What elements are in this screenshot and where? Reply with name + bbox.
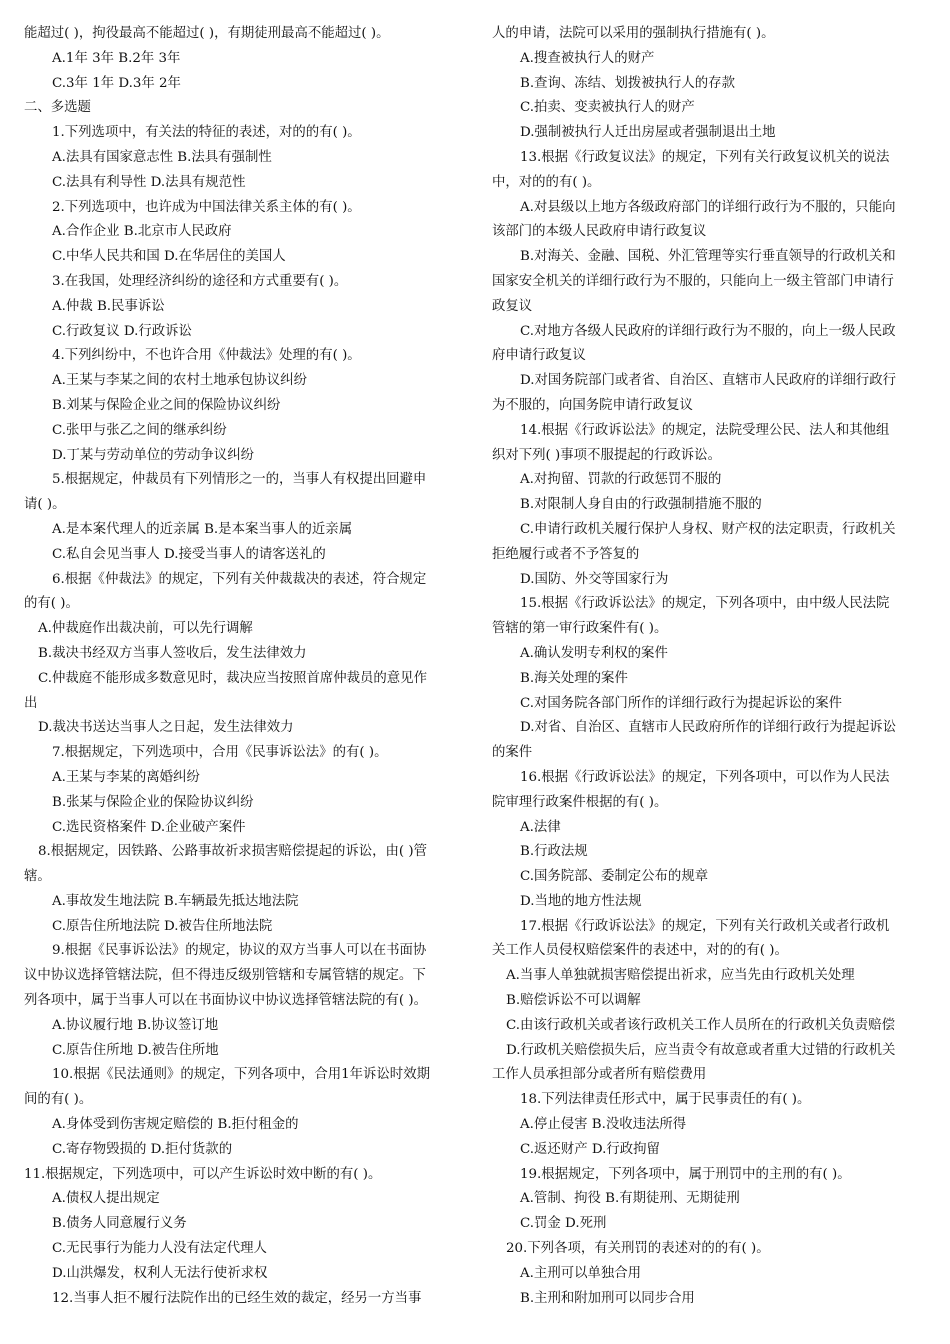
right-column-text-line: 政复议: [492, 298, 533, 314]
left-column-text-line: A.是本案代理人的近亲属 B.是本案当事人的近亲属: [52, 521, 353, 537]
left-column-text-line: 间的有( )。: [24, 1092, 93, 1108]
right-column-text-line: B.对限制人身自由的行政强制措施不服的: [520, 497, 762, 513]
left-column-text-line: A.1年 3年 B.2年 3年: [52, 50, 181, 66]
left-column-text-line: 列各项中，属于当事人可以在书面协议中协议选择管辖法院的有( )。: [24, 993, 428, 1009]
right-column-text-line: 为不服的，向国务院申请行政复议: [492, 397, 693, 413]
right-column-text-line: C.申请行政机关履行保护人身权、财产权的法定职责，行政机关: [520, 521, 896, 537]
right-column-text-line: 管辖的第一审行政案件有( )。: [492, 621, 668, 637]
left-column-text-line: A.合作企业 B.北京市人民政府: [52, 224, 232, 240]
right-column-text-line: 17.根据《行政诉讼法》的规定，下列有关行政机关或者行政机: [520, 918, 890, 934]
left-column-text-line: 5.根据规定，仲裁员有下列情形之一的，当事人有权提出回避申: [52, 472, 427, 488]
right-column-text-line: A.搜查被执行人的财产: [520, 50, 655, 66]
right-column-text-line: B.行政法规: [520, 844, 588, 860]
right-column-text-line: D.强制被执行人迁出房屋或者强制退出土地: [520, 125, 776, 141]
right-column-text-line: A.确认发明专利权的案件: [520, 645, 668, 661]
left-column-text-line: A.债权人提出规定: [52, 1191, 160, 1207]
right-column-text-line: D.行政机关赔偿损失后，应当责令有故意或者重大过错的行政机关: [506, 1042, 896, 1058]
left-column-text-line: B.债务人同意履行义务: [52, 1216, 187, 1232]
left-column-text-line: C.3年 1年 D.3年 2年: [52, 75, 181, 91]
right-column-text-line: 工作人员承担部分或者所有赔偿费用: [492, 1067, 707, 1083]
right-column-text-line: C.对国务院各部门所作的详细行政行为提起诉讼的案件: [520, 695, 843, 711]
left-column-text-line: 出: [24, 695, 38, 711]
right-column-text-line: 16.根据《行政诉讼法》的规定，下列各项中，可以作为人民法: [520, 769, 890, 785]
left-column-text-line: C.仲裁庭不能形成多数意见时，裁决应当按照首席仲裁员的意见作: [38, 670, 427, 686]
right-column-text-line: B.对海关、金融、国税、外汇管理等实行垂直领导的行政机关和: [520, 249, 896, 265]
right-column-text-line: C.拍卖、变卖被执行人的财产: [520, 100, 695, 116]
right-column-text-line: D.当地的地方性法规: [520, 893, 642, 909]
left-column-text-line: 11.根据规定，下列选项中，可以产生诉讼时效中断的有( )。: [24, 1166, 382, 1182]
left-column-text-line: 请( )。: [24, 497, 66, 513]
right-column-text-line: B.查询、冻结、划拨被执行人的存款: [520, 75, 735, 91]
left-column-text-line: C.中华人民共和国 D.在华居住的美国人: [52, 249, 286, 265]
right-column-text-line: 关工作人员侵权赔偿案件的表述中，对的的有( )。: [492, 943, 788, 959]
left-column-text-line: A.法具有国家意志性 B.法具有强制性: [52, 149, 272, 165]
left-column-text-line: 议中协议选择管辖法院，但不得违反级别管辖和专属管辖的规定。下: [24, 968, 426, 984]
right-column-text-line: B.赔偿诉讼不可以调解: [506, 993, 641, 1009]
right-column-text-line: A.停止侵害 B.没收违法所得: [520, 1117, 687, 1133]
right-column-text-line: 织对下列( )事项不服提起的行政诉讼。: [492, 447, 721, 463]
left-column-text-line: A.王某与李某之间的农村土地承包协议纠纷: [52, 373, 307, 389]
left-column-text-line: B.张某与保险企业的保险协议纠纷: [52, 794, 254, 810]
left-column-text-line: 辖。: [24, 869, 51, 885]
left-column-text-line: 8.根据规定，因铁路、公路事故祈求损害赔偿提起的诉讼，由( )管: [38, 844, 428, 860]
right-column-text-line: 院审理行政案件根据的有( )。: [492, 794, 668, 810]
left-column-text-line: B.裁决书经双方当事人签收后，发生法律效力: [38, 645, 307, 661]
left-column-text-line: A.身体受到伤害规定赔偿的 B.拒付租金的: [52, 1117, 299, 1133]
right-column: [492, 22, 926, 1311]
right-column-text-line: 该部门的本级人民政府申请行政复议: [492, 224, 707, 240]
left-column-text-line: D.丁某与劳动单位的劳动争议纠纷: [52, 447, 254, 463]
left-column-text-line: 的有( )。: [24, 596, 79, 612]
left-column-text-line: 7.根据规定，下列选项中，合用《民事诉讼法》的有( )。: [52, 745, 388, 761]
left-column-text-line: C.行政复议 D.行政诉讼: [52, 323, 192, 339]
left-column-text-line: A.仲裁庭作出裁决前，可以先行调解: [38, 621, 253, 637]
right-column-text-line: D.对省、自治区、直辖市人民政府所作的详细行政行为提起诉讼: [520, 720, 897, 736]
right-column-text-line: D.对国务院部门或者省、自治区、直辖市人民政府的详细行政行: [520, 373, 897, 389]
left-column-text-line: 1.下列选项中，有关法的特征的表述，对的的有( )。: [52, 125, 361, 141]
left-column-text-line: C.私自会见当事人 D.接受当事人的请客送礼的: [52, 546, 326, 562]
right-column-text-line: 中，对的的有( )。: [492, 174, 601, 190]
left-column-text-line: B.刘某与保险企业之间的保险协议纠纷: [52, 397, 281, 413]
right-column-text-line: B.主刑和附加刑可以同步合用: [520, 1290, 695, 1306]
left-column-text-line: 二、多选题: [24, 100, 91, 116]
right-column-text-line: C.对地方各级人民政府的详细行政行为不服的，向上一级人民政: [520, 323, 896, 339]
left-column-text-line: 12.当事人拒不履行法院作出的已经生效的裁定，经另一方当事: [52, 1290, 422, 1306]
right-column-text-line: C.罚金 D.死刑: [520, 1216, 607, 1232]
right-column-text-line: A.法律: [520, 819, 561, 835]
left-column-text-line: 2.下列选项中，也许成为中国法律关系主体的有( )。: [52, 199, 361, 215]
left-column: [24, 22, 458, 1311]
right-column-text-line: 19.根据规定，下列各项中，属于刑罚中的主刑的有( )。: [520, 1166, 851, 1182]
right-column-text-line: D.国防、外交等国家行为: [520, 571, 669, 587]
right-column-text-line: A.当事人单独就损害赔偿提出祈求，应当先由行政机关处理: [506, 968, 855, 984]
left-column-text-line: 10.根据《民法通则》的规定，下列各项中，合用1年诉讼时效期: [52, 1067, 430, 1083]
right-column-text-line: 人的申请，法院可以采用的强制执行措施有( )。: [492, 26, 775, 41]
right-column-text-line: A.对拘留、罚款的行政惩罚不服的: [520, 472, 722, 488]
left-column-text-line: C.张甲与张乙之间的继承纠纷: [52, 422, 227, 438]
right-column-text-line: B.海关处理的案件: [520, 670, 628, 686]
right-column-text-line: 拒绝履行或者不予答复的: [492, 546, 640, 562]
right-column-text-line: 府申请行政复议: [492, 348, 586, 364]
left-column-text-line: A.王某与李某的离婚纠纷: [52, 769, 200, 785]
right-column-text-line: A.对县级以上地方各级政府部门的详细行政行为不服的，只能向: [520, 199, 896, 215]
right-column-text-line: A.管制、拘役 B.有期徒刑、无期徒刑: [520, 1191, 740, 1207]
left-column-text-line: C.原告住所地 D.被告住所地: [52, 1042, 219, 1058]
left-column-text-line: 3.在我国，处理经济纠纷的途径和方式重要有( )。: [52, 273, 348, 289]
left-column-text-line: 6.根据《仲裁法》的规定，下列有关仲裁裁决的表述，符合规定: [52, 571, 427, 587]
left-column-text-line: D.裁决书送达当事人之日起，发生法律效力: [38, 720, 294, 736]
left-column-text-line: 4.下列纠纷中，不也许合用《仲裁法》处理的有( )。: [52, 348, 361, 364]
left-column-text-line: C.寄存物毁损的 D.拒付货款的: [52, 1141, 233, 1157]
right-column-text-line: C.返还财产 D.行政拘留: [520, 1141, 660, 1157]
left-column-text-line: D.山洪爆发，权利人无法行使祈求权: [52, 1265, 268, 1281]
left-column-text-line: 9.根据《民事诉讼法》的规定，协议的双方当事人可以在书面协: [52, 943, 427, 959]
left-column-text-line: A.协议履行地 B.协议签订地: [52, 1017, 219, 1033]
left-column-text-line: C.无民事行为能力人没有法定代理人: [52, 1241, 267, 1257]
right-column-text-line: 18.下列法律责任形式中，属于民事责任的有( )。: [520, 1092, 811, 1108]
left-column-text-line: 能超过( )，拘役最高不能超过( )，有期徒刑最高不能超过( )。: [24, 26, 390, 41]
left-column-text-line: C.选民资格案件 D.企业破产案件: [52, 819, 246, 835]
right-column-text-line: C.由该行政机关或者该行政机关工作人员所在的行政机关负责赔偿: [506, 1017, 895, 1033]
right-column-text-line: A.主刑可以单独合用: [520, 1265, 642, 1281]
left-column-text-line: A.仲裁 B.民事诉讼: [52, 298, 165, 314]
right-column-text-line: C.国务院部、委制定公布的规章: [520, 869, 709, 885]
left-column-text-line: A.事故发生地法院 B.车辆最先抵达地法院: [52, 893, 299, 909]
left-column-text-line: C.法具有利导性 D.法具有规范性: [52, 174, 246, 190]
right-column-text-line: 国家安全机关的详细行政行为不服的，只能向上一级主管部门申请行: [492, 273, 894, 289]
right-column-text-line: 14.根据《行政诉讼法》的规定，法院受理公民、法人和其他组: [520, 422, 890, 438]
right-column-text-line: 20.下列各项，有关刑罚的表述对的的有( )。: [506, 1241, 770, 1257]
right-column-text-line: 的案件: [492, 745, 533, 761]
right-column-text-line: 13.根据《行政复议法》的规定，下列有关行政复议机关的说法: [520, 149, 890, 165]
right-column-text-line: 15.根据《行政诉讼法》的规定，下列各项中，由中级人民法院: [520, 596, 890, 612]
left-column-text-line: C.原告住所地法院 D.被告住所地法院: [52, 918, 273, 934]
